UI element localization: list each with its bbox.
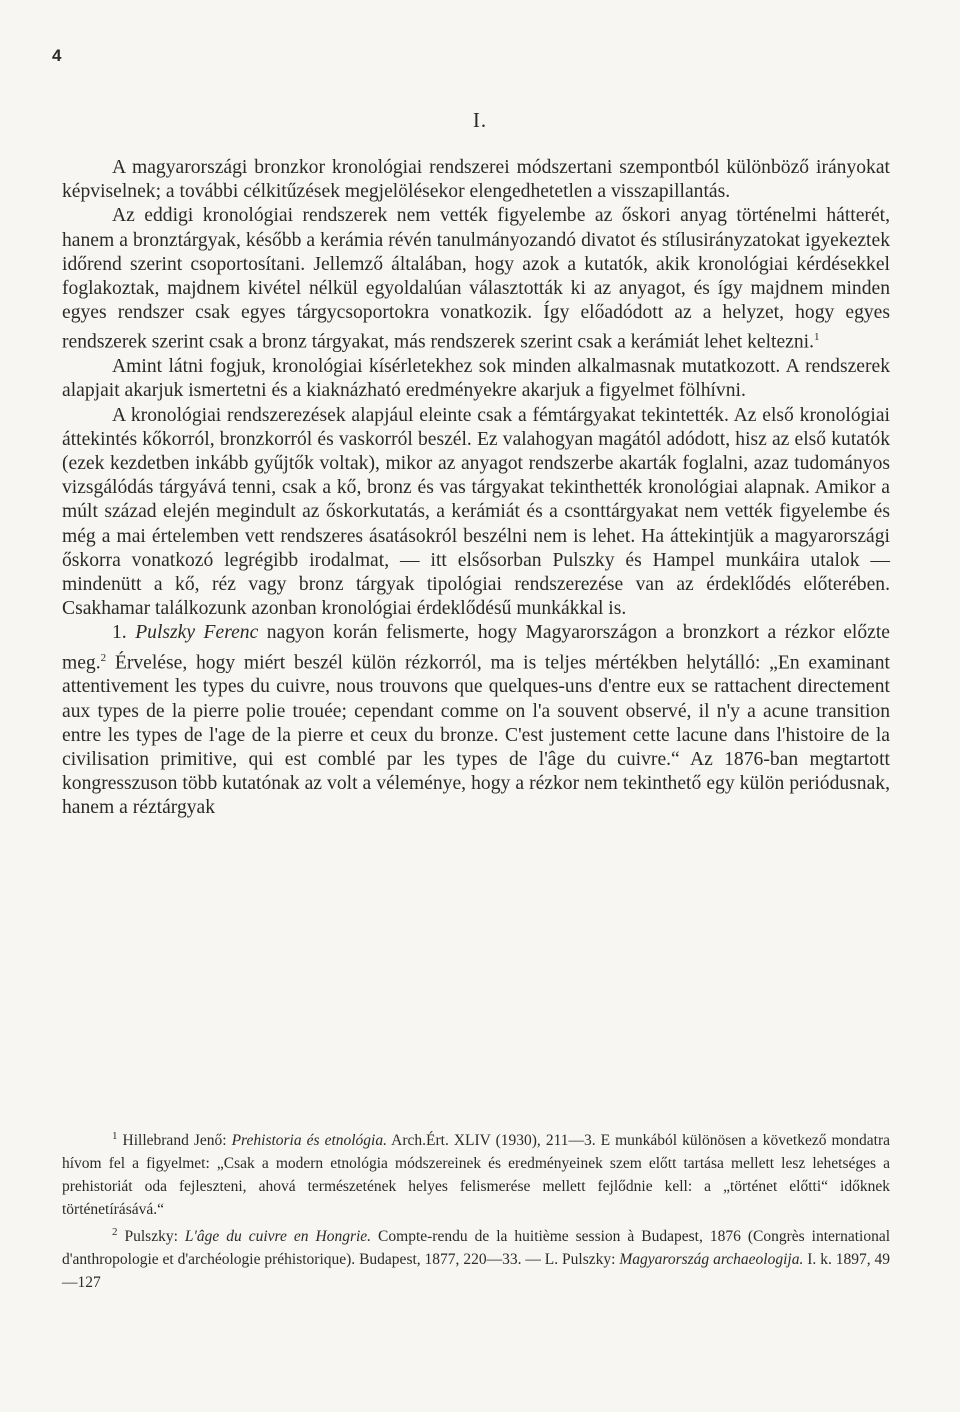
footnote-title: L'âge du cuivre en Hongrie. bbox=[184, 1228, 372, 1246]
page-number: 4 bbox=[52, 46, 62, 65]
paragraph bbox=[62, 204, 890, 355]
paragraph-text: Az eddigi kronológiai rendszerek nem vették figyelembe az őskori anyag történelmi hátterét, hanem a bronztárgyak, később a kerámia révén tanulmányozandó divatot és stílusirányzatokat igyekeztek időrend szerint csoportosítani. Jellemző általában, hogy azok a kutatók, akik kronológiai kérdésekkel foglakoztak, majdnem kivétel nélkül egyoldalúan választották ki az anyagot, és így majdnem minden egyes rendszer csak egyes tárgycsoportokra vonatkozik. Így előadódott az a helyzet, hogy egyes rendszerek szerint csak a bronz tárgyakat, más rendszerek szerint csak a kerámiát lehet keltezni. bbox=[62, 205, 890, 353]
paragraph-text: A magyarországi bronzkor kronológiai rendszerei módszertani szempontból különböző irányokat képviselnek; a további célkitűzések megjelölésekor elengedhetetlen a visszapillantás. bbox=[62, 157, 890, 203]
footnotes bbox=[62, 1125, 890, 1294]
footnote-text: Pulszky: bbox=[124, 1228, 185, 1246]
paragraph bbox=[62, 621, 890, 820]
paragraph-text: Amint látni fogjuk, kronológiai kísérletekhez sok minden alkalmasnak mutatkozott. A rendszerek alapjait akarjuk ismertetni és a kiaknázható eredményekre akarjuk a figyelmet fölhívni. bbox=[62, 356, 890, 402]
footnote bbox=[62, 1221, 890, 1294]
footnote-text: Hillebrand Jenő: bbox=[122, 1132, 232, 1150]
paragraph bbox=[62, 355, 890, 403]
paragraph bbox=[62, 404, 890, 622]
paragraph-text: A kronológiai rendszerezések alapjául eleinte csak a fémtárgyakat tekintették. Az első kronológiai áttekintés kőkorról, bronzkorról és vaskorról beszél. Ez valahogyan magától adódott, hisz az első kutatók (ezek kezdetben inkább gyűjtők voltak), mikor az anyagot rendszerbe akarták foglalni, azaz tudományos vizsgálódás tárgyává tenni, csak a kő, bronz és vas tárgyakat tekinthették kronológiai alapnak. Amikor a múlt század elején megindult az őskorkutatás, a kerámiát és a csonttárgyakat nem vették figyelembe és még a mai értelemben vett rendszeres ásatásokról beszélni nem is lehet. Ha áttekintjük a magyarországi őskorra vonatkozó legrégibb irodalmat, — itt elsősorban Pulszky és Hampel munkáira utalok — mindenütt a kő, réz vagy bronz tárgyak tipológiai rendszerezése van az érdeklődés előterében. Csakhamar találkozunk azonban kronológiai érdeklődésű munkákkal is. bbox=[62, 404, 890, 620]
footnote-text: I. k. 1897, 49—127 bbox=[62, 1251, 890, 1292]
footnote-title: Prehistoria és etnológia. bbox=[231, 1132, 387, 1150]
footnote-mark: 2 bbox=[112, 1226, 118, 1239]
footnote-title: Magyarország archaeologija. bbox=[619, 1251, 804, 1269]
paragraph-text: nagyon korán felismerte, hogy Magyarországon a bronzkort a rézkor előzte meg. bbox=[62, 622, 891, 674]
footnote-reference: 2 bbox=[100, 651, 107, 664]
footnote-text: Arch.Ért. XLIV (1930), 211—3. E munkából különösen a következő mondatra hívom fel a figyelmet: „Csak a modern etnológia módszereinek és eredményeinek szem előtt tartása mellett lesz lehetséges a prehistoriát oda fejleszteni, ahová természetének helyes felismerése mellett fejlődnie kell: a „történet előtti“ időknek történetírásává.“ bbox=[62, 1132, 891, 1219]
footnote bbox=[62, 1125, 890, 1221]
footnote-reference: 1 bbox=[814, 331, 820, 344]
paragraph bbox=[62, 156, 890, 204]
paragraph-text: Érvelése, hogy miért beszél külön rézkorról, ma is teljes mértékben helytálló: „En examinant attentivement les types du cuivre, nous trouvons que quelques-uns d'entre eux se rattachent directement aux types de la pierre polie trouée; cependant comme on l'a souvent observé, il n'y a acune transition entre les types de l'age de la pierre et ceux du bronze. C'est justement cette lacune dans l'histoire de la civilisation primitive, qui est comblé par les types de l'âge du cuivre.“ Az 1876-ban megtartott kongresszuson több kutatónak az volt a véleménye, hogy a rézkor nem tekinthető egy külön periódusnak, hanem a réztárgyak bbox=[62, 652, 890, 819]
paragraph-lead: 1. bbox=[112, 622, 136, 644]
body-text bbox=[62, 156, 890, 821]
person-name: Pulszky Ferenc bbox=[135, 622, 259, 644]
footnote-mark: 1 bbox=[112, 1130, 118, 1142]
footnote-text: Compte-rendu de la huitième session à Budapest, 1876 (Congrès international d'anthropologie et d'archéologie préhistorique). Budapest, 1877, 220—33. — L. Pulszky: bbox=[62, 1228, 890, 1269]
chapter-heading: I. bbox=[472, 108, 488, 132]
